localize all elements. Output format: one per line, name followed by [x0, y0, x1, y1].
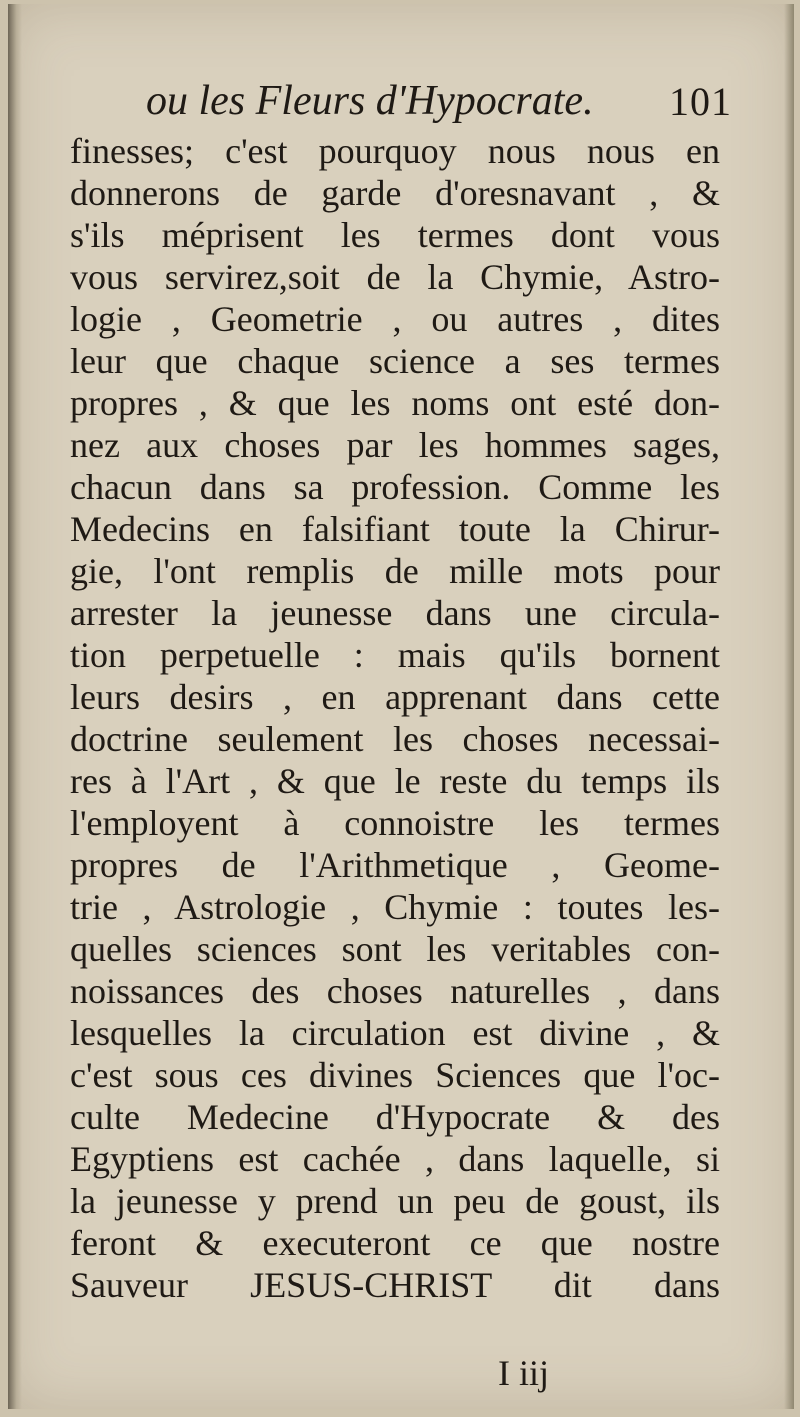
- text-line: chacun dans sa profession. Comme les: [70, 467, 720, 507]
- text-line: doctrine seulement les choses necessai-: [70, 719, 720, 759]
- text-line: Egyptiens est cachée , dans laquelle, si: [70, 1139, 720, 1179]
- running-title: ou les Fleurs d'Hypocrate.: [146, 78, 594, 124]
- text-line: logie , Geometrie , ou autres , dites: [70, 299, 720, 339]
- text-line: feront & executeront ce que nostre: [70, 1223, 720, 1263]
- page-number: 101: [669, 78, 732, 124]
- page-gutter-shadow: [8, 4, 22, 1409]
- text-line: gie, l'ont remplis de mille mots pour: [70, 551, 720, 591]
- text-line: res à l'Art , & que le reste du temps ils: [70, 761, 720, 801]
- text-line: l'employent à connoistre les termes: [70, 803, 720, 843]
- text-line: propres de l'Arithmetique , Geome-: [70, 845, 720, 885]
- text-line: propres , & que les noms ont esté don-: [70, 383, 720, 423]
- text-line: leur que chaque science a ses termes: [70, 341, 720, 381]
- text-line: nez aux choses par les hommes sages,: [70, 425, 720, 465]
- text-line: donnerons de garde d'oresnavant , &: [70, 173, 720, 213]
- text-line: leurs desirs , en apprenant dans cette: [70, 677, 720, 717]
- text-line: s'ils méprisent les termes dont vous: [70, 215, 720, 255]
- text-line: vous servirez,soit de la Chymie, Astro-: [70, 257, 720, 297]
- signature-mark: I iij: [498, 1353, 549, 1393]
- text-line: la jeunesse y prend un peu de goust, ils: [70, 1181, 720, 1221]
- page-edge-shadow: [784, 4, 794, 1409]
- text-line: quelles sciences sont les veritables con-: [70, 929, 720, 969]
- text-line: culte Medecine d'Hypocrate & des: [70, 1097, 720, 1137]
- body-text: [70, 130, 720, 1306]
- text-line: lesquelles la circulation est divine , &: [70, 1013, 720, 1053]
- text-line: c'est sous ces divines Sciences que l'oc-: [70, 1055, 720, 1095]
- text-line: finesses; c'est pourquoy nous nous en: [70, 131, 720, 171]
- text-line: Sauveur JESUS-CHRIST dit dans: [70, 1265, 720, 1305]
- text-line: noissances des choses naturelles , dans: [70, 971, 720, 1011]
- book-page: [8, 4, 794, 1409]
- text-line: arrester la jeunesse dans une circula-: [70, 593, 720, 633]
- text-line: trie , Astrologie , Chymie : toutes les-: [70, 887, 720, 927]
- text-line: Medecins en falsifiant toute la Chirur-: [70, 509, 720, 549]
- text-line: tion perpetuelle : mais qu'ils bornent: [70, 635, 720, 675]
- running-head: [68, 74, 754, 128]
